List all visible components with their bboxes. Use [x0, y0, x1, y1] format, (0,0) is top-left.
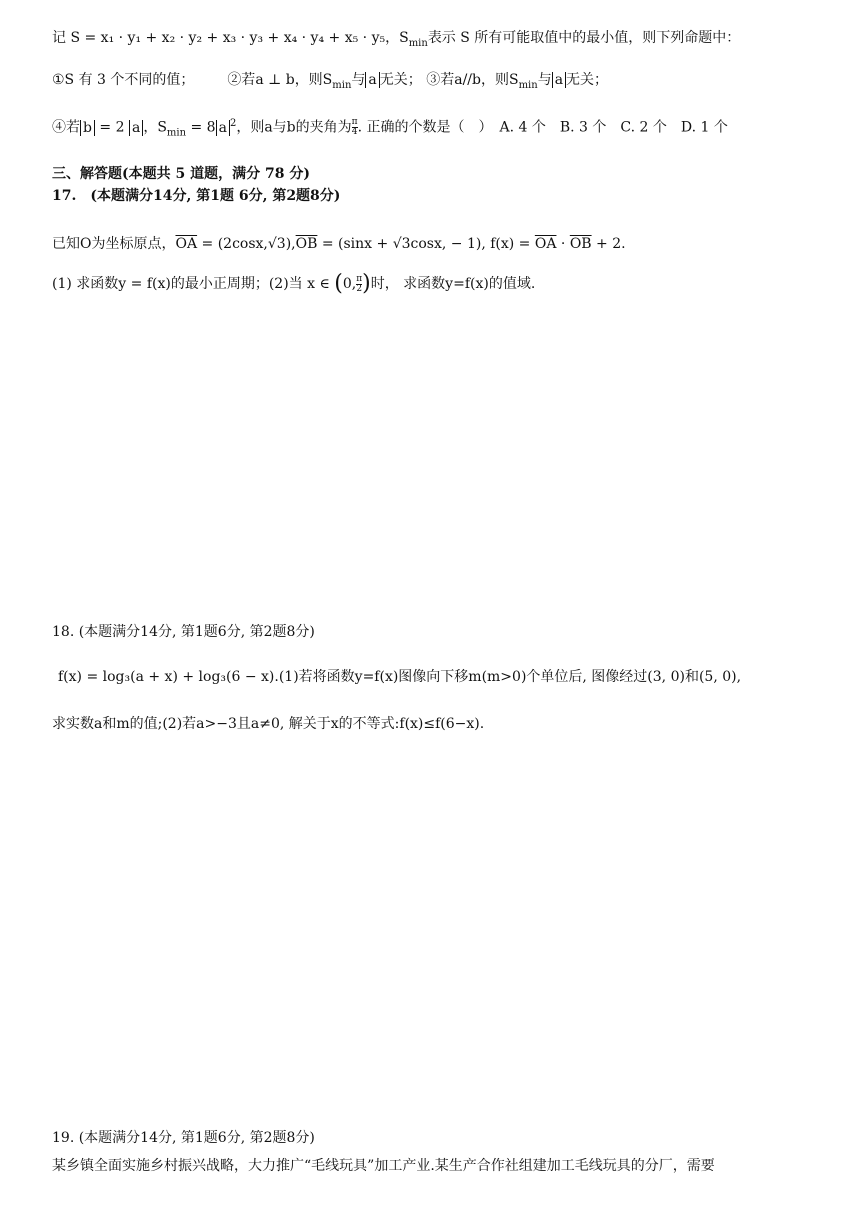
q16-proposition-1: ①S 有 3 个不同的值； — [52, 72, 195, 88]
q16-p4-h: ，则a与b的夹角为 — [236, 119, 352, 136]
q19-heading: 19. (本题满分14分, 第1题6分, 第2题8分) — [52, 1130, 315, 1146]
q19-line1: 某乡镇全面实施乡村振兴战略，大力推广“毛线玩具”加工产业.某生产合作社组建加工毛线玩具的分厂，需要 — [52, 1158, 715, 1174]
q16-intro-tail: 表示 S 所有可能取值中的最小值，则下列命题中： — [427, 30, 741, 46]
q17-l2-den: 2 — [356, 283, 363, 294]
q16-p2-a: ②若 — [227, 72, 256, 88]
q16-p4-abs-b: b — [80, 120, 95, 136]
q17-vector-oa-2: $\overline{OA}$ — [534, 236, 557, 252]
q17-l1-c: = (sinx + √3cosx, − 1), f(x) = — [317, 236, 535, 252]
q17-heading: 17. (本题满分14分, 第1题 6分, 第2题8分) — [52, 188, 341, 204]
q17-l2-num: π — [356, 273, 363, 284]
q18-heading: 18. (本题满分14分, 第1题6分, 第2题8分) — [52, 624, 315, 640]
q16-p3-abs-a: a — [552, 72, 566, 88]
q16-intro — [52, 28, 830, 54]
q17-vector-ob-2: $\overline{OB}$ — [569, 236, 592, 252]
q16-p3-a: ③若 — [426, 72, 455, 88]
q16-options-line — [52, 70, 830, 96]
q16-p4-e: ，S — [143, 119, 167, 136]
q18-line1: f(x) = log₃(a + x) + log₃(6 − x).(1)若将函数y=f(x)图像向下移m(m>0)个单位后, 图像经过(3, 0)和(5, 0), — [58, 669, 742, 685]
q16-proposition-4 — [52, 114, 830, 143]
q16-p3-b: a//b，则S — [454, 72, 519, 88]
q16-p3-e: 无关； — [566, 72, 609, 88]
q16-p2-b: a ⊥ b，则S — [255, 72, 333, 88]
q16-p4-num: π — [351, 117, 358, 128]
q17-l2-a: (1) 求函数y = f(x)的最小正周期；(2)当 x ∈ — [52, 276, 335, 292]
q16-p4-f: = 8 — [186, 119, 216, 136]
q16-p3-c: 与 — [537, 72, 552, 88]
q16-p3-sub: min — [518, 79, 538, 91]
q17-l1-b: = (2cosx,√3), — [197, 236, 296, 252]
q17-l1-a: 已知O为坐标原点， — [52, 236, 176, 252]
q17-line1 — [52, 234, 830, 254]
q16-p4-i: . 正确的个数是（ ） A. 4 个 B. 3 个 C. 2 个 D. 1 个 — [357, 119, 728, 136]
q16-p4-abs-a: a — [129, 120, 143, 136]
q17-line2 — [52, 271, 830, 296]
q16-p4-sup: 2 — [229, 118, 237, 129]
q16-intro-text: 记 S = x₁ · y₁ + x₂ · y₂ + x₃ · y₃ + x₄ · y₄ + x₅ · y₅，S — [52, 30, 409, 46]
q16-p2-abs-a: a — [365, 72, 379, 88]
q16-p4-c: = 2 — [94, 119, 129, 136]
q16-p2-c: 与 — [351, 72, 366, 88]
q17-l1-e: + 2. — [591, 236, 626, 252]
q18-line2: 求实数a和m的值;(2)若a>−3且a≠0, 解关于x的不等式:f(x)≤f(6−x). — [52, 716, 485, 732]
q16-p4-abs-a2: a — [216, 120, 230, 136]
q17-vector-ob: $\overline{OB}$ — [295, 236, 318, 252]
q17-l2-b: 时， 求函数y=f(x)的值域. — [370, 276, 536, 292]
q16-intro-sub: min — [408, 37, 428, 49]
q17-vector-oa: $\overline{OA}$ — [175, 236, 198, 252]
q16-p2-e: 无关； — [379, 72, 422, 88]
q17-l2-paren-right: ) — [362, 271, 371, 296]
q17-l2-zero: 0, — [342, 276, 357, 292]
q16-p4-den: 4 — [351, 127, 358, 138]
q16-p2-sub: min — [332, 79, 352, 91]
q16-p4-sub: min — [166, 127, 187, 139]
q17-l1-d: · — [556, 236, 570, 252]
q17-l2-paren-left: ( — [334, 271, 343, 296]
section-title: 三、解答题(本题共 5 道题，满分 78 分) — [52, 166, 310, 182]
q16-p4-a: ④若 — [52, 119, 80, 136]
